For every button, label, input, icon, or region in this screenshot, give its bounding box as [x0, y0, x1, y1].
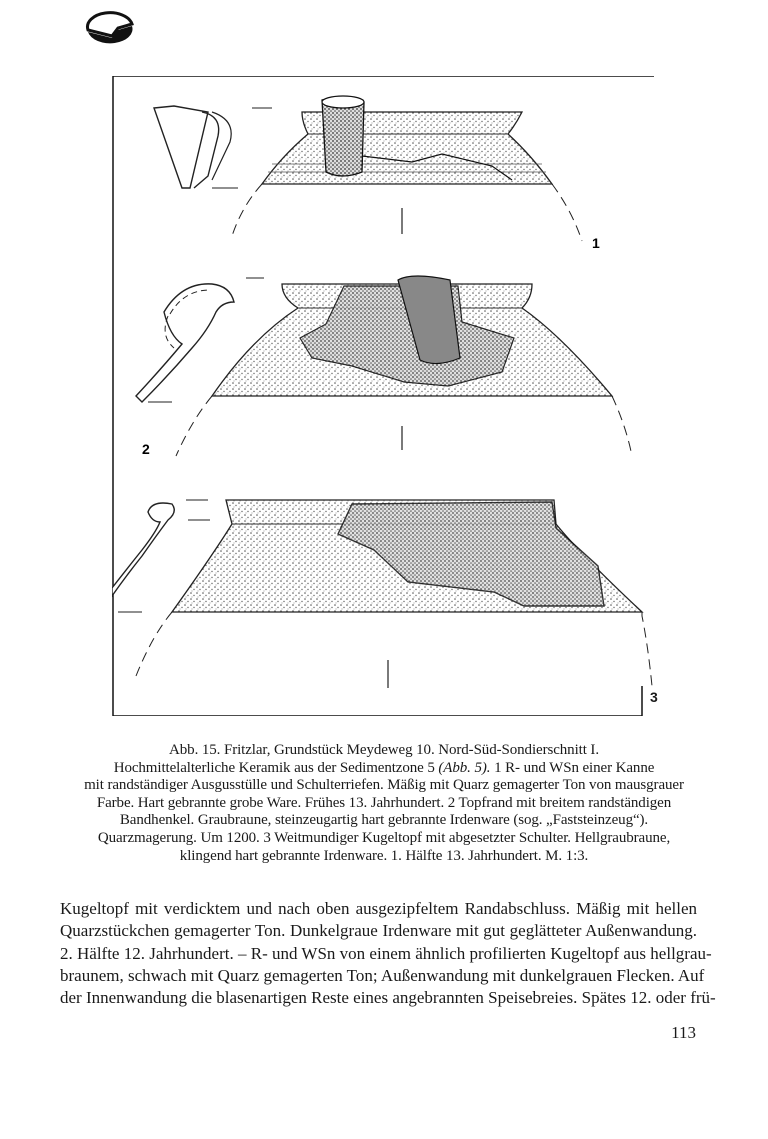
- body-line: Quarzstückchen gemagerter Ton. Dunkelgraue Irdenware mit gut geglätteter Außenwandung.: [60, 921, 697, 941]
- body-line: 2. Hälfte 12. Jahrhundert. – R- und WSn von einem ähnlich profilierten Kugeltopf aus hellgrau-: [60, 943, 712, 963]
- caption-text: Hochmittelalterliche Keramik aus der Sedimentzone 5: [113, 759, 439, 776]
- vessel-2-drawing: [136, 276, 632, 456]
- caption-line: klingend hart gebrannte Irdenware. 1. Hälfte 13. Jahrhundert. M. 1:3.: [179, 847, 589, 864]
- figure-caption: [40, 742, 728, 865]
- caption-line: Quarzmagerung. Um 1200. 3 Weitmundiger Kugeltopf mit abgesetzter Schulter. Hellgraubraune,: [97, 829, 671, 846]
- figure-plate: [112, 76, 654, 716]
- caption-text: 1 R- und WSn einer Kanne: [490, 759, 655, 776]
- publisher-logo-icon: [84, 8, 136, 44]
- figure-label-3: 3: [650, 689, 658, 705]
- caption-line: [40, 760, 728, 778]
- figure-reference: (Abb. 5).: [438, 759, 491, 776]
- body-paragraph: [60, 898, 716, 1009]
- pottery-drawings: [112, 76, 654, 716]
- caption-line: mit randständiger Ausgusstülle und Schulterriefen. Mäßig mit Quarz gemagerter Ton von mausgrauer: [84, 777, 684, 794]
- caption-line: Bandhenkel. Graubraune, steinzeugartig hart gebrannte Irdenware (sog. „Faststeinzeug“).: [119, 812, 649, 829]
- vessel-1-drawing: [154, 96, 582, 241]
- vessel-3-drawing: [112, 500, 652, 688]
- body-line: braunem, schwach mit Quarz gemagerten Ton; Außenwandung mit dunkelgrauen Flecken. Auf: [60, 965, 705, 985]
- caption-line: Farbe. Hart gebrannte grobe Ware. Frühes 13. Jahrhundert. 2 Topfrand mit breitem randständigen: [96, 794, 672, 811]
- body-line: Kugeltopf mit verdicktem und nach oben ausgezipfeltem Randabschluss. Mäßig mit hellen: [60, 899, 697, 918]
- caption-line: Abb. 15. Fritzlar, Grundstück Meydeweg 10. Nord-Süd-Sondierschnitt I.: [169, 742, 599, 758]
- figure-label-2: 2: [142, 441, 150, 457]
- body-line: der Innenwandung die blasenartigen Reste eines angebrannten Speisebreies. Spätes 12. oder frü-: [60, 988, 716, 1008]
- page-number: 113: [671, 1023, 696, 1042]
- figure-label-1: 1: [592, 235, 600, 251]
